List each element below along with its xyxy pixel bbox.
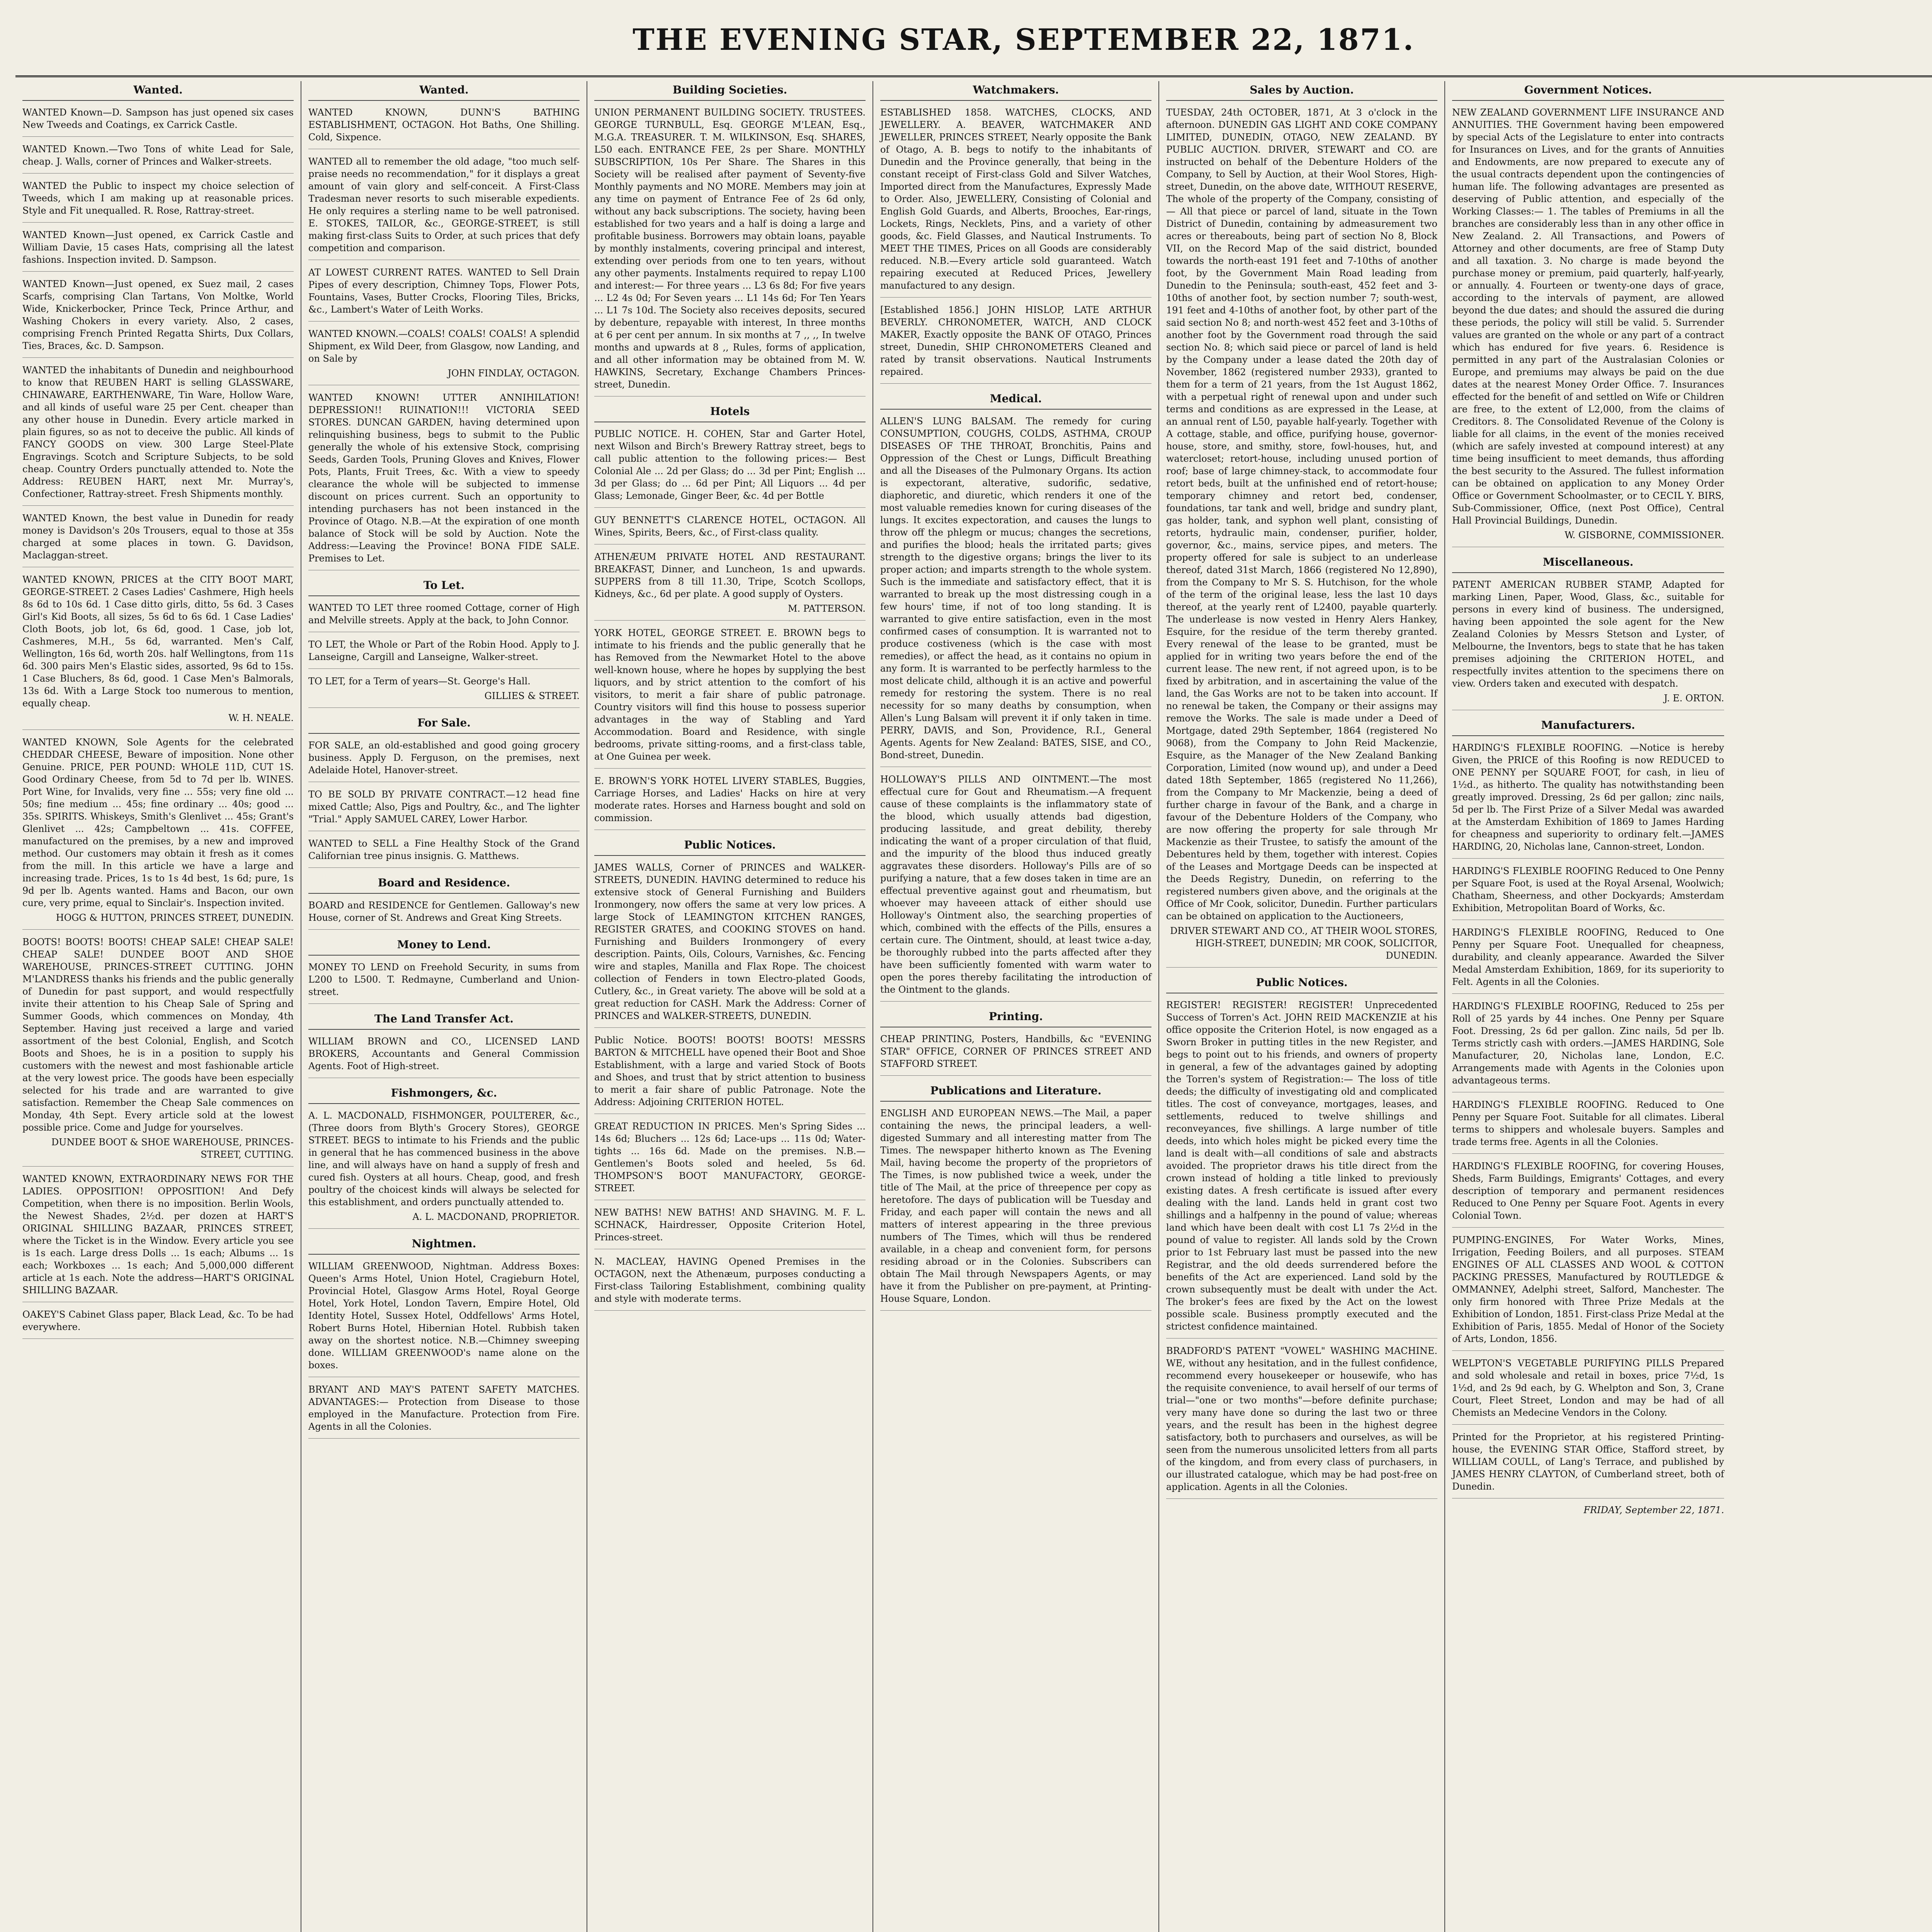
ad-body: PATENT AMERICAN RUBBER STAMP, Adapted for marking Linen, Paper, Wood, Glass, &c., suitable for persons in every kind of business. The undersigned, having been appointed the sole agent for the New Zealand Colonies by Messrs Stetson and Lyster, of Melbourne, the Inventors, begs to state that he has taken premises adjoining the CRITERION HOTEL, and respectfully invites attention to the specimens there on view. Orders taken and executed with despatch. [1452, 579, 1724, 689]
ad-body: BOOTS! BOOTS! BOOTS! CHEAP SALE! CHEAP SALE! CHEAP SALE! DUNDEE BOOT AND SHOE WAREHOUSE, PRINCES-STREET CUTTING. JOHN M'LANDRESS thanks his friends and the public generally of Dunedin for past support, and would respectfully invite their attention to his Cheap Sale of Spring and Summer Goods, which commences on Monday, 4th September. Having just received a large and varied assortment of the best Colonial, English, and Scotch Boots and Shoes, he is in a position to supply his customers with the newest and most fashionable article at the very lowest price. The goods have been especially selected for his trade and are warranted to give satisfaction. Remember the Cheap Sale commences on Monday, 4th Sept. Every article sold at the lowest possible price. Come and Judge for yourselves. [22, 937, 294, 1133]
ad-body: PUBLIC NOTICE. H. COHEN, Star and Garter Hotel, next Wilson and Birch's Brewery Rattray street, begs to call public attention to the following prices:— Best Colonial Ale ... 2d per Glass; do ... 3d per Pint; English ... 3d per Glass; do ... 6d per Pint; All Liquors ... 4d per Glass; Lemonade, Ginger Beer, &c. 4d per Bottle [594, 429, 866, 501]
newspaper-masthead: THE EVENING STAR, SEPTEMBER 22, 1871. [633, 22, 1415, 57]
section-heading: Building Societies. [594, 81, 866, 101]
column-5 [1159, 81, 1445, 1932]
ad-body: NEW ZEALAND GOVERNMENT LIFE INSURANCE AND ANNUITIES. THE Government having been empowered by special Acts of the Legislature to enter into contracts for Insurances on Lives, and for the grants of Annuities and Endowments, are now prepared to execute any of the usual contracts dependent upon the contingencies of human life. The following advantages are presented as deserving of Public attention, and especially of the Working Classes:— 1. The tables of Premiums in all the branches are considerably less than in any other office in New Zealand. 2. All Transactions, and Powers of Attorney and other documents, are free of Stamp Duty and all taxation. 3. No charge is made beyond the purchase money or premium, paid quarterly, half-yearly, or annually. 4. Fourteen or twenty-one days of grace, according to the intervals of payment, are allowed beyond the due dates; and should the assured die during these periods, the policy will still be valid. 5. Surrender values are granted on the whole or any part of a contract which has endured for five years. 6. Residence is permitted in any part of the Australasian Colonies or Europe, and premiums may always be paid on the due dates at the nearest Money Order Office. 7. Insurances effected for the benefit of and settled on Wife or Children are free, to the extent of L2,000, from the claims of Creditors. 8. The Consolidated Revenue of the Colony is liable for all claims, in the event of the monies received (which are safely invested at compound interest) at any time being insufficient to meet demands, thus affording the best security to the Assured. The fullest information can be obtained on application to any Money Order Office or Government Schoolmaster, or to CECIL Y. BIRS, Sub-Commissioner, Office, (next Post Office), Central Hall Provincial Buildings, Dunedin. [1452, 107, 1724, 526]
ad-body: HARDING'S FLEXIBLE ROOFING, for covering Houses, Sheds, Farm Buildings, Emigrants' Cottages, and every description of temporary and permanent residences Reduced to One Penny per Square Foot. Agents in every Colonial Town. [1452, 1161, 1724, 1221]
advertisement [1452, 1000, 1724, 1092]
section-heading: Wanted. [308, 81, 580, 101]
section-heading: Watchmakers. [880, 81, 1151, 101]
ad-signature: HOGG & HUTTON, PRINCES STREET, DUNEDIN. [56, 912, 294, 923]
ad-body: REGISTER! REGISTER! REGISTER! Unprecedented Success of Torren's Act. JOHN REID MACKENZIE at his office opposite the Criterion Hotel, is now engaged as a Sworn Broker in putting titles in the new Register, and begs to point out to his friends, and owners of property in general, a few of the advantages gained by adopting the Torren's system of Registration:— The loss of title deeds; the difficulty of investigating old and complicated titles. The cost of conveyance, mortgages, leases, and settlements, reduced to twelve shillings and reconveyances, five shillings. A large number of title deeds, into which holes might be picked every time the land is dealt with—all conditions of sale and abstracts avoided. The proprietor draws his title direct from the crown instead of holding a title linked to previously existing dates. A fresh certificate is issued after every dealing with the land. Lands held in grant cost two shillings and a halfpenny in the pound of value; whereas land which have been dealt with cost L1 7s 2½d in the pound of value to register. All lands sold by the Crown prior to 1st February last must be passed into the new Registrar, and the old deeds surrendered before the benefits of the Act are experienced. Land sold by the crown subsequently must be dealt with under the Act. The broker's fees are fixed by the Act on the lowest possible scale. Business promptly executed and the strictest confidence maintained. [1166, 1000, 1437, 1332]
advertisement [594, 627, 866, 769]
advertisement [22, 573, 294, 730]
advertisement [22, 364, 294, 506]
column-2 [301, 81, 587, 1932]
advertisement [22, 229, 294, 272]
ad-body: WANTED KNOWN, PRICES at the CITY BOOT MART, GEORGE-STREET. 2 Cases Ladies' Cashmere, High heels 8s 6d to 10s 6d. 1 Case ditto girls, ditto, 5s 6d. 3 Cases Girl's Kid Boots, all sizes, 5s 6d to 6s 6d. 1 Case Ladies' Cloth Boots, job lot, 6s 6d, good. 1 Case, job lot, Cashmeres, M.H., 5s 6d, warranted. Men's Calf, Wellington, 16s 6d, worth 20s. half Wellingtons, from 11s 6d. 300 pairs Men's Elastic sides, assorted, 9s 6d to 15s. 1 Case Bluchers, 8s 6d, good. 1 Case Men's Balmorals, 13s 6d. With a Large Stock too numerous to mention, equally cheap. [22, 574, 294, 709]
advertisement [308, 788, 580, 831]
advertisement [1452, 106, 1724, 547]
advertisement [308, 675, 580, 708]
ad-body: WANTED KNOWN! UTTER ANNIHILATION! DEPRESSION!! RUINATION!!! VICTORIA SEED STORES. DUNCAN GARDEN, having determined upon relinquishing business, begs to submit to the Public generally the whole of his extensive Stock, comprising Seeds, Garden Tools, Pruning Gloves and Knives, Flower Pots, Plants, Fruit Trees, &c. With a view to speedy clearance the whole will be subjected to immense discount on prices current. Such an opportunity to intending purchasers has not been instanced in the Province of Otago. N.B.—At the expiration of one month balance of Stock will be sold by Auction. Note the Address:—Leaving the Province! BONA FIDE SALE. Premises to Let. [308, 392, 580, 564]
advertisement [594, 775, 866, 830]
advertisement [308, 106, 580, 149]
ad-body: WANTED TO LET three roomed Cottage, corner of High and Melville streets. Apply at the back, to John Connor. [308, 602, 580, 626]
ad-body: WANTED KNOWN, EXTRAORDINARY NEWS FOR THE LADIES. OPPOSITION! OPPOSITION! And Defy Competition, when there is no imposition. Berlin Wools, the Newest Shades, 2½d. per dozen at HART'S ORIGINAL SHILLING BAZAAR, PRINCES STREET, where the Ticket is in the Window. Every article you see is 1s each. Large dress Dolls ... 1s each; Albums ... 1s each; Workboxes ... 1s each; And 5,000,000 different article at 1s each. Note the address—HART'S ORIGINAL SHILLING BAZAAR. [22, 1173, 294, 1296]
ad-body: WELPTON'S VEGETABLE PURIFYING PILLS Prepared and sold wholesale and retail in boxes, price 7½d, 1s 1½d, and 2s 9d each, by G. Whelpton and Son, 3, Crane Court, Fleet Street, London and may be had of all Chemists an Medecine Vendors in the Colony. [1452, 1358, 1724, 1418]
section-heading: Public Notices. [1166, 974, 1437, 993]
ad-body: WANTED the Public to inspect my choice selection of Tweeds, which I am making up at reasonable prices. Style and Fit unequalled. R. Rose, Rattray-street. [22, 180, 294, 216]
advertisement [594, 551, 866, 621]
advertisement [1452, 578, 1724, 710]
advertisement [22, 143, 294, 173]
advertisement [1452, 926, 1724, 994]
section-heading: Medical. [880, 390, 1151, 410]
printer-imprint: Printed for the Proprietor, at his registered Printing-house, the EVENING STAR Office, Stafford street, by WILLIAM COULL, of Lang's Terrace, and published by JAMES HENRY CLAYTON, of Cumberland street, both of Dunedin. [1452, 1431, 1724, 1498]
advertisement [1166, 106, 1437, 968]
advertisement [308, 899, 580, 930]
ad-signature: J. E. ORTON. [1664, 693, 1724, 704]
ad-signature: W. GISBORNE, COMMISSIONER. [1565, 530, 1724, 541]
ad-signature: GILLIES & STREET. [484, 690, 580, 701]
ad-signature: W. H. NEALE. [228, 713, 294, 723]
advertisement [22, 512, 294, 567]
advertisement [594, 861, 866, 1028]
advertisement [1452, 1099, 1724, 1154]
advertisement [308, 266, 580, 321]
ad-body: ENGLISH AND EUROPEAN NEWS.—The Mail, a paper containing the news, the principal leaders, a well-digested Summary and all interesting matter from The Times. The newspaper hitherto known as The Evening Mail, having become the property of the proprietors of The Times, is now published twice a week, under the title of The Mail, at the price of threepence per copy as heretofore. The days of publication will be Tuesday and Friday, and each paper will contain the news and all matters of interest appearing in the three previous numbers of The Times, which will thus be rendered available, in a cheap and convenient form, for persons residing abroad or in the Colonies. Subscribers can obtain The Mail through Newspapers Agents, or may have it from the Publisher on pre-payment, at Printing-House Square, London. [880, 1108, 1151, 1304]
advertisement [1166, 1345, 1437, 1499]
section-heading: Publications and Literature. [880, 1082, 1151, 1102]
ad-body: HARDING'S FLEXIBLE ROOFING, Reduced to 25s per Roll of 25 yards by 44 inches. One Penny per Square Foot. Dressing, 2s 6d per gallon. Zinc nails, 5d per lb. Terms strictly cash with orders.—JAMES HARDING, Sole Manufacturer, 20, Nicholas lane, London, E.C. Arrangements made with Agents in the Colonies upon advantageous terms. [1452, 1001, 1724, 1086]
advertisement [880, 304, 1151, 384]
ad-body: Public Notice. BOOTS! BOOTS! BOOTS! MESSRS BARTON & MITCHELL have opened their Boot and Shoe Establishment, with a large and varied Stock of Boots and Shoes, and trust that by strict attention to business to merit a fair share of public Patronage. Note the Address: Adjoining CRITERION HOTEL. [594, 1035, 866, 1107]
advertisement [594, 1120, 866, 1200]
ad-body: TO LET, for a Term of years—St. George's Hall. [308, 676, 531, 687]
advertisement [594, 514, 866, 544]
column-3 [587, 81, 873, 1932]
section-heading: Nightmen. [308, 1235, 580, 1255]
ad-body: JAMES WALLS, Corner of PRINCES and WALKER-STREETS, DUNEDIN. HAVING determined to reduce his extensive stock of General Furnishing and Builders Ironmongery, now offers the same at very low prices. A large Stock of LEAMINGTON KITCHEN RANGES, REGISTER GRATES, and COOKING STOVES on hand. Furnishing and Builders Ironmongery of every description. Paints, Oils, Colours, Varnishes, &c. Fencing wire and staples, Manilla and Flax Rope. The choicest collection of Fenders in town Electro-plated Goods, Cutlery, &c., in Great variety. The above will be sold at a great reduction for CASH. Mark the Address: Corner of PRINCES and WALKER-STREETS, DUNEDIN. [594, 862, 866, 1021]
ad-body: N. MACLEAY, HAVING Opened Premises in the OCTAGON, next the Athenæum, purposes conducting a First-class Tailoring Establishment, combining quality and style with moderate terms. [594, 1256, 866, 1304]
advertisement [22, 936, 294, 1167]
ad-signature: DRIVER STEWART AND CO., AT THEIR WOOL STORES, HIGH-STREET, DUNEDIN; MR COOK, SOLICITOR, DUNEDIN. [1170, 925, 1437, 961]
ad-body: HOLLOWAY'S PILLS AND OINTMENT.—The most effectual cure for Gout and Rheumatism.—A frequent cause of these complaints is the inflammatory state of the blood, which usually attends bad digestion, producing lassitude, and great debility, thereby indicating the want of a proper circulation of that fluid, and the impurity of the blood thus induced greatly aggravates these disorders. Holloway's Pills are of so purifying a nature, that a few doses taken in time are an effectual preventive against gout and rheumatism, but whoever may haveeen attack of either should use Holloway's Ointment also, the searching properties of which, combined with the effects of the Pills, ensures a certain cure. The Ointment, should, at least twice a-day, be thoroughly rubbed into the parts affected after they have been sufficiently fomented with warm water to open the pores thereby facilitating the introduction of the Ointment to the glands. [880, 774, 1151, 995]
ad-columns [15, 81, 1932, 1932]
section-heading: Miscellaneous. [1452, 553, 1724, 573]
ad-body: WANTED to SELL a Fine Healthy Stock of the Grand Californian tree pinus insignis. G. Matthews. [308, 838, 580, 861]
advertisement [1166, 999, 1437, 1338]
ad-body: ESTABLISHED 1858. WATCHES, CLOCKS, AND JEWELLERY. A. BEAVER, WATCHMAKER AND JEWELLER, PRINCES STREET, Nearly opposite the Bank of Otago, A. B. begs to notify to the inhabitants of Dunedin and the Province generally, that being in the constant receipt of First-class Gold and Silver Watches, Imported direct from the Manufactures, Expressly Made to Order. Also, JEWELLERY, Consisting of Colonial and English Gold Guards, and Alberts, Brooches, Ear-rings, Lockets, Rings, Necklets, Pins, and a variety of other goods, &c. Field Glasses, and Nautical Instruments. To MEET THE TIMES, Prices on all Goods are considerably reduced. N.B.—Every article sold guaranteed. Watch repairing executed at Reduced Prices, Jewellery manufactured to any design. [880, 107, 1151, 291]
advertisement [22, 180, 294, 223]
advertisement [594, 1034, 866, 1114]
advertisement [308, 739, 580, 782]
advertisement [22, 736, 294, 930]
column-6 [1445, 81, 1731, 1932]
advertisement [880, 1107, 1151, 1311]
advertisement [308, 1383, 580, 1439]
advertisement [880, 1033, 1151, 1076]
ad-signature: JOHN FINDLAY, OCTAGON. [447, 368, 580, 379]
advertisement [594, 106, 866, 396]
ad-body: HARDING'S FLEXIBLE ROOFING. —Notice is hereby Given, the PRICE of this Roofing is now REDUCED to ONE PENNY per SQUARE FOOT, for cash, in lieu of 1½d., as hitherto. The quality has notwithstanding been greatly improved. Dressing, 2s 6d per gallon; zinc nails, 5d per lb. The First Prize of a Silver Medal was awarded at the Amsterdam Exhibition of 1869 to James Harding for cheapness and superiority to ordinary felt.—JAMES HARDING, 20, Nicholas lane, Cannon-street, London. [1452, 742, 1724, 852]
ad-body: A. L. MACDONALD, FISHMONGER, POULTERER, &c., (Three doors from Blyth's Grocery Stores), GEORGE STREET. BEGS to intimate to his Friends and the public in general that he has commenced business in the above line, and will always have on hand a supply of fresh and cured fish. Oysters at all hours. Cheap, good, and fresh poultry of the choicest kinds will always be selected for this establishment, and orders punctually attended to. [308, 1110, 580, 1208]
ad-body: WANTED Known, the best value in Dunedin for ready money is Davidson's 20s Trousers, equal to those at 35s charged at some places in town. G. Davidson, Maclaggan-street. [22, 513, 294, 561]
ad-body: WILLIAM BROWN and CO., LICENSED LAND BROKERS, Accountants and General Commission Agents. Foot of High-street. [308, 1036, 580, 1071]
advertisement [1452, 1234, 1724, 1351]
ad-body: TUESDAY, 24th OCTOBER, 1871, At 3 o'clock in the afternoon. DUNEDIN GAS LIGHT AND COKE COMPANY LIMITED, DUNEDIN, OTAGO, NEW ZEALAND. BY PUBLIC AUCTION. DRIVER, STEWART and CO. are instructed on behalf of the Debenture Holders of the Company, to Sell by Auction, at their Wool Stores, High-street, Dunedin, on the above date, WITHOUT RESERVE, The whole of the property of the Company, consisting of— All that piece or parcel of land, situate in the Town District of Dunedin, containing by admeasurement two acres or thereabouts, being part of section No 8, Block VII, on the Record Map of the said district, bounded towards the north-east 191 feet and 7-10ths of another foot, by the Government Main Road leading from Dunedin to the Peninsula; south-east, 452 feet and 3-10ths of another foot, by section number 7; south-west, 191 feet and 4-10ths of another foot, by other part of the said section No 8; and north-west 452 feet and 3-10ths of another foot by the Government road through the said section No. 8; which said piece or parcel of land is held by the Company under a lease dated the 20th day of November, 1862 (registered number 2933), granted to them for a term of 21 years, from the 1st August 1862, with a perpetual right of renewal upon and under such terms and conditions as are expressed in the Lease, at an annual rent of L50, payable half-yearly. Together with A cottage, stable, and office, purifying house, governor-house, store, and smithy, store, fowl-houses, hut, and watercloset; retort-house, including unused portion of roof; base of large chimney-stack, to accommodate four retort beds, built at the unfinished end of retort-house; temporary chimney and retort bed, condenser, foundations, tar tank and well, bridge and sundry plant, gas holder, tank, and syphon well plant, consisting of retorts, hydraulic main, condenser, purifier, holder, governor, &c., mains, service pipes, and meters. The property offered for sale is subject to an underlease thereof, dated 31st March, 1866 (registered No 12,890), from the Company to Mr S. S. Hutchison, for the whole of the term of the original lease, less the last 10 days thereof, at the yearly rent of L2400, payable quarterly. The underlease is now vested in Henry Alers Hankey, Esquire, for the residue of the term thereby granted. Every renewal of the lease to be granted, must be applied for in writing two years before the end of the current lease. The new rent, if not agreed upon, is to be fixed by arbitration, and in ascertaining the value of the land, the Gas Works are not to be taken into account. If no renewal be taken, the Company or their assigns may remove the Works. The sale is made under a Deed of Mortgage, dated 29th September, 1864 (registered No 9068), from the Company to John Reid Mackenzie, Esquire, as the Manager of the New Zealand Banking Corporation, Limited (now wound up), and under a Deed dated 18th September, 1865 (registered No 11,266), from the Company to Mr Mackenzie, being a deed of further charge in favour of the Bank, and a charge in favour of the Debenture Holders of the Company, who are now offering the property for sale through Mr Mackenzie as their Trustee, to satisfy the amount of the Debentures held by them, together with interest. Copies of the Leases and Mortgage Deeds can be inspected at the Deeds Registry, Dunedin, on referring to the registered numbers given above, and the originals at the Office of Mr Cook, solicitor, Dunedin. Further particulars can be obtained on application to the Auctioneers, [1166, 107, 1437, 922]
advertisement [308, 602, 580, 632]
column-1 [15, 81, 301, 1932]
ad-body: WANTED all to remember the old adage, "too much self-praise needs no recommendation," for it displays a great amount of vain glory and self-conceit. A First-Class Tradesman never resorts to such miserable expedients. He only requires a sterling name to be well patronised. E. STOKES, TAILOR, &c., GEORGE-STREET, is still making first-class Suits to Order, at such prices that defy competition and comparison. [308, 156, 580, 253]
column-4 [873, 81, 1159, 1932]
ad-body: WANTED the inhabitants of Dunedin and neighbourhood to know that REUBEN HART is selling GLASSWARE, CHINAWARE, EARTHENWARE, Tin Ware, Hollow Ware, and all kinds of useful ware 25 per Cent. cheaper than any other house in Dunedin. Every article marked in plain figures, so as not to deceive the public. All kinds of FANCY GOODS on view. 300 Large Steel-Plate Engravings. Scotch and Scripture Subjects, to be sold cheap. Country Orders punctually attended to. Note the Address: REUBEN HART, next Mr. Murray's, Confectioner, Rattray-street. Fresh Shipments monthly. [22, 365, 294, 499]
advertisement [880, 773, 1151, 1002]
section-heading: Sales by Auction. [1166, 81, 1437, 101]
section-heading: Wanted. [22, 81, 294, 101]
ad-signature: A. L. MACDONAND, PROPRIETOR. [412, 1211, 580, 1222]
advertisement [22, 106, 294, 137]
advertisement [22, 1173, 294, 1302]
ad-body: TO LET, the Whole or Part of the Robin Hood. Apply to J. Lanseigne, Cargill and Lanseigne, Walker-street. [308, 639, 580, 662]
section-heading: Public Notices. [594, 836, 866, 856]
ad-body: MONEY TO LEND on Freehold Security, in sums from L200 to L500. T. Redmayne, Cumberland and Union-street. [308, 962, 580, 997]
ad-body: E. BROWN'S YORK HOTEL LIVERY STABLES, Buggies, Carriage Horses, and Ladies' Hacks on hire at very moderate rates. Horses and Harness bought and sold on commission. [594, 776, 866, 823]
ad-body: WILLIAM GREENWOOD, Nightman. Address Boxes: Queen's Arms Hotel, Union Hotel, Cragieburn Hotel, Provincial Hotel, Glasgow Arms Hotel, Royal George Hotel, York Hotel, London Tavern, Empire Hotel, Old Identity Hotel, Sussex Hotel, Oddfellows' Arms Hotel, Robert Burns Hotel, Hibernian Hotel. Rubbish taken away on the shortest notice. N.B.—Chimney sweeping done. WILLIAM GREENWOOD's name alone on the boxes. [308, 1261, 580, 1371]
ad-body: WANTED Known—Just opened, ex Suez mail, 2 cases Scarfs, comprising Clan Tartans, Von Moltke, World Wide, Knickerbocker, Prince Teck, Prince Arthur, and Washing Chokers in every variety. Also, 2 cases, comprising French Printed Regatta Shirts, Dux Collars, Ties, Braces, &c. D. Sampson. [22, 279, 294, 351]
section-heading: Government Notices. [1452, 81, 1724, 101]
ad-body: ATHENÆUM PRIVATE HOTEL AND RESTAURANT. BREAKFAST, Dinner, and Luncheon, 1s and upwards. SUPPERS from 8 till 11.30, Tripe, Scotch Scollops, Kidneys, &c., 6d per plate. A good supply of Oysters. [594, 551, 866, 599]
section-heading: The Land Transfer Act. [308, 1010, 580, 1030]
advertisement [308, 1035, 580, 1078]
advertisement [1452, 1160, 1724, 1228]
advertisement [594, 1255, 866, 1311]
section-heading: Manufacturers. [1452, 716, 1724, 736]
advertisement [308, 155, 580, 260]
advertisement [1452, 742, 1724, 859]
section-heading: Board and Residence. [308, 874, 580, 894]
section-heading: Fishmongers, &c. [308, 1084, 580, 1104]
ad-body: GUY BENNETT'S CLARENCE HOTEL, OCTAGON. All Wines, Spirits, Beers, &c., of First-class quality. [594, 515, 866, 538]
advertisement [308, 391, 580, 570]
ad-signature: M. PATTERSON. [787, 603, 866, 614]
ad-body: OAKEY'S Cabinet Glass paper, Black Lead, &c. To be had everywhere. [22, 1309, 294, 1332]
ad-body: BRYANT AND MAY'S PATENT SAFETY MATCHES. ADVANTAGES:— Protection from Disease to those employed in the Manufacture. Protection from Fire. Agents in all the Colonies. [308, 1384, 580, 1432]
ad-body: TO BE SOLD BY PRIVATE CONTRACT.—12 head fine mixed Cattle; Also, Pigs and Poultry, &c., and The lighter "Trial." Apply SAMUEL CAREY, Lower Harbor. [308, 789, 580, 825]
advertisement [1452, 865, 1724, 920]
ad-body: WANTED Known.—Two Tons of white Lead for Sale, cheap. J. Walls, corner of Princes and Walker-streets. [22, 144, 294, 167]
advertisement [22, 1308, 294, 1339]
advertisement [308, 1109, 580, 1229]
ad-body: UNION PERMANENT BUILDING SOCIETY. TRUSTEES. GEORGE TURNBULL, Esq. GEORGE M'LEAN, Esq., M.G.A. TREASURER. T. M. WILKINSON, Esq. SHARES, L50 each. ENTRANCE FEE, 2s per Share. MONTHLY SUBSCRIPTION, 10s Per Share. The Shares in this Society will be realised after payment of Seventy-five Monthly payments and NO MORE. Members may join at any time on payment of Entrance Fee of 2s 6d only, without any back subscriptions. The society, having been established for two years and a half is doing a large and profitable business. Borrowers may obtain loans, payable by monthly instalments, covering principal and interest, extending over periods from one to ten years, without any other payments. Instalments required to repay L100 and interest:— For three years ... L3 6s 8d; For five years ... L2 4s 0d; For Seven years ... L1 14s 6d; For Ten Years ... L1 7s 10d. The Society also receives deposits, secured by debenture, repayable with interest, In three months at 6 per cent per annum. In six months at 7 ,, ,, In twelve months and upwards at 8 ,, Rules, forms of application, and all other information may be obtained from M. W. HAWKINS, Secretary, Exchange Chambers Princes-street, Dunedin. [594, 107, 866, 390]
ad-body: BOARD and RESIDENCE for Gentlemen. Galloway's new House, corner of St. Andrews and Great King Streets. [308, 900, 580, 923]
ad-body: NEW BATHS! NEW BATHS! AND SHAVING. M. F. L. SCHNACK, Hairdresser, Opposite Criterion Hotel, Princes-street. [594, 1207, 866, 1243]
ad-body: WANTED KNOWN.—COALS! COALS! COALS! A splendid Shipment, ex Wild Deer, from Glasgow, now Landing, and on Sale by [308, 328, 580, 364]
ad-body: GREAT REDUCTION IN PRICES. Men's Spring Sides ... 14s 6d; Bluchers ... 12s 6d; Lace-ups ... 11s 0d; Water-tights ... 16s 6d. Made on the premises. N.B.—Gentlemen's Boots soled and heeled, 5s 6d. THOMPSON'S BOOT MANUFACTORY, GEORGE-STREET. [594, 1121, 866, 1194]
advertisement [880, 415, 1151, 767]
advertisement [308, 328, 580, 385]
advertisement [308, 1260, 580, 1377]
ad-body: AT LOWEST CURRENT RATES. WANTED to Sell Drain Pipes of every description, Chimney Tops, Flower Pots, Fountains, Vases, Butter Crocks, Flooring Tiles, Bricks, &c., Lambert's Water of Leith Works. [308, 267, 580, 315]
ad-body: FOR SALE, an old-established and good going grocery business. Apply D. Ferguson, on the premises, next Adelaide Hotel, Hanover-street. [308, 740, 580, 776]
advertisement [22, 278, 294, 358]
ad-body: ALLEN'S LUNG BALSAM. The remedy for curing CONSUMPTION, COUGHS, COLDS, ASTHMA, CROUP DISEASES OF THE THROAT, Bronchitis, Pains and Oppression of the Chest or Lungs, Difficult Breathing and all the Diseases of the Pulmonary Organs. Its action is expectorant, alterative, sudorific, sedative, diaphoretic, and diuretic, which renders it one of the most valuable remedies known for curing diseases of the lungs. It excites expectoration, and causes the lungs to throw off the phlegm or mucus; changes the secretions, and purifies the blood; heals the irritated parts; gives strength to the digestive organs; brings the liver to its proper action; and imparts strength to the whole system. Such is the immediate and satisfactory effect, that it is warranted to break up the most distressing cough in a few hours' time, if not of too long standing. It is warranted to give entire satisfaction, even in the most confirmed cases of consumption. It is warranted not to produce costiveness (which is the case with most remedies), or affect the head, as it contains no opium in any form. It is warranted to be perfectly harmless to the most delicate child, although it is an active and powerful remedy for restoring the system. There is no real necessity for so many deaths by consumption, when Allen's Lung Balsam will prevent it if only taken in time. PERRY, DAVIS, and Son, Providence, R.I., General Agents. Agents for New Zealand: BATES, SISE, and CO., Bond-street, Dunedin. [880, 416, 1151, 760]
ad-body: WANTED Known—Just opened, ex Carrick Castle and William Davie, 15 cases Hats, comprising all the latest fashions. Inspection invited. D. Sampson. [22, 230, 294, 265]
masthead-rule [15, 75, 1932, 77]
ad-body: CHEAP PRINTING, Posters, Handbills, &c "EVENING STAR" OFFICE, CORNER OF PRINCES STREET AND STAFFORD STREET. [880, 1034, 1151, 1069]
ad-body: WANTED Known—D. Sampson has just opened six cases New Tweeds and Coatings, ex Carrick Castle. [22, 107, 294, 130]
section-heading: For Sale. [308, 714, 580, 734]
ad-body: WANTED KNOWN, DUNN'S BATHING ESTABLISHMENT, OCTAGON. Hot Baths, One Shilling. Cold, Sixpence. [308, 107, 580, 143]
section-heading: To Let. [308, 577, 580, 596]
advertisement [1452, 1357, 1724, 1425]
advertisement [308, 961, 580, 1004]
section-heading: Money to Lend. [308, 936, 580, 956]
date-line: FRIDAY, September 22, 1871. [1583, 1505, 1724, 1515]
advertisement [594, 428, 866, 508]
ad-body: HARDING'S FLEXIBLE ROOFING. Reduced to One Penny per Square Foot. Suitable for all climates. Liberal terms to shippers and wholesale buyers. Samples and trade terms free. Agents in all the Colonies. [1452, 1099, 1724, 1147]
ad-body: [Established 1856.] JOHN HISLOP, LATE ARTHUR BEVERLY. CHRONOMETER, WATCH, AND CLOCK MAKER, Exactly opposite the BANK OF OTAGO, Princes street, Dunedin, SHIP CHRONOMETERS Cleaned and rated by transit observations. Nautical Instruments repaired. [880, 304, 1151, 377]
ad-body: HARDING'S FLEXIBLE ROOFING Reduced to One Penny per Square Foot, is used at the Royal Arsenal, Woolwich; Chatham, Sheerness, and other Dockyards; Amsterdam Exhibition, Metropolitan Board of Works, &c. [1452, 866, 1724, 913]
advertisement [308, 638, 580, 669]
advertisement [880, 106, 1151, 298]
section-heading: Hotels [594, 403, 866, 422]
ad-body: PUMPING-ENGINES, For Water Works, Mines, Irrigation, Feeding Boilers, and all purposes. STEAM ENGINES OF ALL CLASSES AND WOOL & COTTON PACKING PRESSES, Manufactured by ROUTLEDGE & OMMANNEY, Adelphi street, Salford, Manchester. The only firm honored with Three Prize Medals at the Exhibition of London, 1851. First-class Prize Medal at the Exhibition of Paris, 1855. Medal of Honor of the Society of Arts, London, 1856. [1452, 1235, 1724, 1344]
ad-body: WANTED KNOWN, Sole Agents for the celebrated CHEDDAR CHEESE, Beware of imposition. None other Genuine. PRICE, PER POUND: WHOLE 11D, CUT 1S. Good Ordinary Cheese, from 5d to 7d per lb. WINES. Port Wine, for Invalids, very fine ... 55s; very fine old ... 50s; fine medium ... 45s; fine ordinary ... 40s; good ... 35s. SPIRITS. Whiskeys, Smith's Glenlivet ... 45s; Grant's Glenlivet ... 42s; Campbeltown ... 41s. COFFEE, manufactured on the premises, by a new and improved method. Our customers may obtain it fresh as it comes from the mill. In this article we have a large and increasing trade. Prices, 1s to 1s 4d best, 1s 6d; pure, 1s 9d per lb. Agents wanted. Hams and Bacon, our own cure, very prime, equal to Sinclair's. Inspection invited. [22, 737, 294, 908]
section-heading: Printing. [880, 1008, 1151, 1027]
advertisement [308, 837, 580, 868]
ad-body: YORK HOTEL, GEORGE STREET. E. BROWN begs to intimate to his friends and the public generally that he has Removed from the Newmarket Hotel to the above well-known house, where he hopes by supplying the best liquors, and by strict attention to the comfort of his visitors, to merit a fair share of public patronage. Country visitors will find this house to possess superior advantages in the way of Stabling and Yard Accommodation. Board and Residence, with single bedrooms, private sitting-rooms, and a first-class table, at One Guinea per week. [594, 628, 866, 762]
ad-body: BRADFORD'S PATENT "VOWEL" WASHING MACHINE. WE, without any hesitation, and in the fullest confidence, recommend every housekeeper or housewife, who has the requisite convenience, to avail herself of our terms of trial—"one or two months"—before definite purchase; very many have done so during the last two or three years, and the result has been in the highest degree satisfactory, both to purchasers and ourselves, as will be seen from the numerous unsolicited letters from all parts of the kingdom, and from every class of purchasers, in our illustrated catalogue, which may be had post-free on application. Agents in all the Colonies. [1166, 1345, 1437, 1492]
advertisement [594, 1206, 866, 1249]
ad-signature: DUNDEE BOOT & SHOE WAREHOUSE, PRINCES-STREET, CUTTING. [51, 1137, 294, 1160]
ad-body: HARDING'S FLEXIBLE ROOFING, Reduced to One Penny per Square Foot. Unequalled for cheapness, durability, and cleanly appearance. Awarded the Silver Medal Amsterdam Exhibition, 1869, for its superiority to Felt. Agents in all the Colonies. [1452, 927, 1724, 987]
